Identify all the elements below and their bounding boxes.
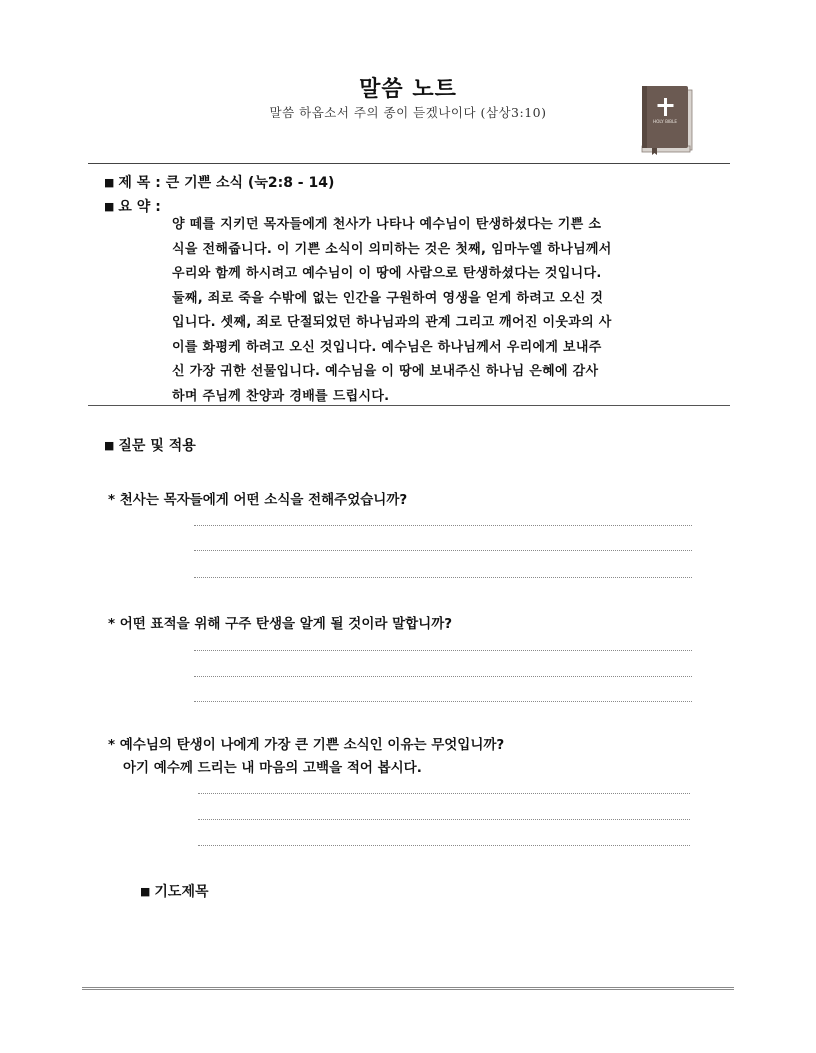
page-subtitle: 말씀 하옵소서 주의 종이 듣겠나이다 (삼상3:10) [269,105,547,120]
star-icon: * [108,492,116,508]
questions-heading-label: 질문 및 적용 [118,438,196,454]
sermon-title-value: 큰 기쁜 소식 (눅2:8 - 14) [165,175,335,191]
questions-heading [104,435,196,455]
answer-line[interactable] [194,650,692,651]
answer-line[interactable] [198,793,690,794]
header-divider [88,163,730,164]
question-3-subtext: 아기 예수께 드리는 내 마음의 고백을 적어 봅시다. [123,760,422,776]
question-2-text: 어떤 표적을 위해 구주 탄생을 알게 될 것이라 말합니까? [119,616,453,632]
question-3-text: 예수님의 탄생이 나에게 가장 큰 기쁜 소식인 이유는 무엇입니까? [119,737,505,753]
summary-label: 요 약 : [118,199,161,215]
answer-line[interactable] [194,701,692,702]
question-3 [108,733,504,753]
summary-line: 신 가장 귀한 선물입니다. 예수님을 이 땅에 보내주신 하나님 은혜에 감사 [172,364,599,379]
question-2 [108,612,452,632]
summary-line: 입니다. 셋째, 죄로 단절되었던 하나님과의 관계 그리고 깨어진 이웃과의 사 [172,315,612,330]
footer-divider [82,987,734,990]
sermon-title-row [104,172,334,192]
answer-line[interactable] [194,577,692,578]
answer-line[interactable] [194,525,692,526]
bullet-icon: ■ [104,439,115,452]
summary-line: 양 떼를 지키던 목자들에게 천사가 나타나 예수님이 탄생하셨다는 기쁜 소 [172,217,602,232]
summary-line: 우리와 함께 하시려고 예수님이 이 땅에 사람으로 탄생하셨다는 것입니다. [172,266,602,281]
question-1-text: 천사는 목자들에게 어떤 소식을 전해주었습니까? [119,492,408,508]
summary-line: 둘째, 죄로 죽을 수밖에 없는 인간을 구원하여 영생을 얻게 하려고 오신 것 [172,290,604,306]
summary-line: 하며 주님께 찬양과 경배를 드립시다. [172,388,390,404]
summary-line: 이를 화평케 하려고 오신 것입니다. 예수님은 하나님께서 우리에게 보내주 [172,339,602,355]
sermon-title-label: 제 목 : [118,175,161,191]
bullet-icon: ■ [140,885,151,898]
page-title: 말씀 노트 [359,77,457,102]
star-icon: * [108,616,116,632]
star-icon: * [108,737,116,753]
answer-line[interactable] [198,819,690,820]
summary-divider [88,405,730,406]
prayer-heading [140,881,209,901]
bible-icon-label: HOLY BIBLE [652,119,678,124]
summary-label-row [104,196,161,216]
bullet-icon: ■ [104,176,115,189]
summary-line: 식을 전해줍니다. 이 기쁜 소식이 의미하는 것은 첫째, 임마누엘 하나님께서 [172,241,612,257]
bible-icon [640,84,696,156]
bullet-icon: ■ [104,200,115,213]
sermon-summary [172,213,688,409]
answer-line[interactable] [198,845,690,846]
prayer-heading-label: 기도제목 [154,884,209,900]
answer-line[interactable] [194,676,692,677]
answer-line[interactable] [194,550,692,551]
question-1 [108,488,407,508]
